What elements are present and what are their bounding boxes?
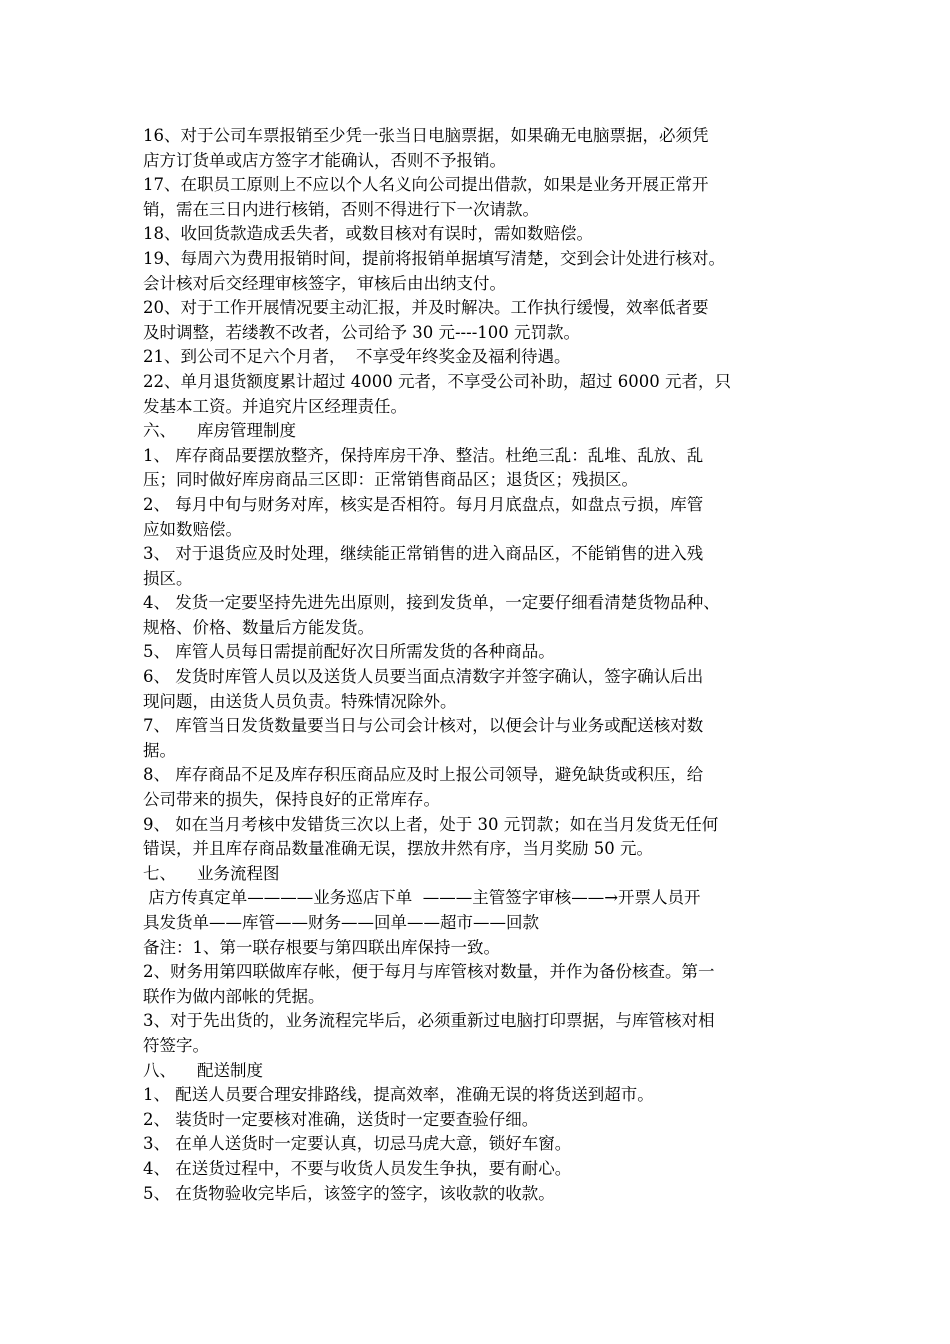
text-line: 压；同时做好库房商品三区即：正常销售商品区；退货区；残损区。 [143,470,638,490]
text-line: 6、 发货时库管人员以及送货人员要当面点清数字并签字确认，签字确认后出 [143,667,704,687]
text-line: 损区。 [143,568,193,588]
text-line: 公司带来的损失，保持良好的正常库存。 [143,790,440,810]
text-line: 会计核对后交经理审核签字，审核后由出纳支付。 [143,273,506,293]
text-line: 17、在职员工原则上不应以个人名义向公司提出借款，如果是业务开展正常开 [143,175,709,195]
text-line: 2、 每月中旬与财务对库，核实是否相符。每月月底盘点，如盘点亏损，库管 [143,494,704,514]
text-line: 发基本工资。并追究片区经理责任。 [143,396,407,416]
text-line: 4、 在送货过程中，不要与收货人员发生争执，要有耐心。 [143,1158,572,1178]
section-heading: 六、 库房管理制度 [143,421,296,441]
text-line: 4、 发货一定要坚持先进先出原则，接到发货单，一定要仔细看清楚货物品种、 [143,593,720,613]
text-line: 9、 如在当月考核中发错货三次以上者，处于 30 元罚款；如在当月发货无任何 [143,814,719,834]
text-line: 错误，并且库存商品数量准确无误，摆放井然有序，当月奖励 50 元。 [143,839,653,859]
text-line: 联作为做内部帐的凭据。 [143,986,325,1006]
text-line: 19、每周六为费用报销时间，提前将报销单据填写清楚，交到会计处进行核对。 [143,248,725,268]
text-line: 16、对于公司车票报销至少凭一张当日电脑票据，如果确无电脑票据，必须凭 [143,126,709,145]
text-line: 2、 装货时一定要核对准确，送货时一定要查验仔细。 [143,1109,539,1129]
text-line: 8、 库存商品不足及库存积压商品应及时上报公司领导，避免缺货或积压，给 [143,765,704,785]
text-line: 18、收回货款造成丢失者，或数目核对有误时，需如数赔偿。 [143,224,593,244]
text-line: 3、 在单人送货时一定要认真，切忌马虎大意，锁好车窗。 [143,1134,572,1154]
text-line: 销，需在三日内进行核销，否则不得进行下一次请款。 [143,199,539,219]
text-line: 店方订货单或店方签字才能确认，否则不予报销。 [143,150,506,170]
text-line: 20、对于工作开展情况要主动汇报，并及时解决。工作执行缓慢，效率低者要 [143,298,709,318]
text-line: 备注：1、第一联存根要与第四联出库保持一致。 [143,937,500,957]
text-line: 3、 对于退货应及时处理，继续能正常销售的进入商品区，不能销售的进入残 [143,544,704,564]
text-line: 具发货单——库管——财务——回单——超市——回款 [143,913,539,932]
text-line: 店方传真定单————业务巡店下单 ———主管签字审核——→开票人员开 [143,888,701,908]
text-line: 22、单月退货额度累计超过 4000 元者，不享受公司补助，超过 6000 元者，只 [143,371,731,391]
text-line: 及时调整，若缕教不改者，公司给予 30 元----100 元罚款。 [143,322,581,342]
text-line: 5、 在货物验收完毕后，该签字的签字，该收款的收款。 [143,1183,555,1203]
text-line: 现问题，由送货人员负责。特殊情况除外。 [143,691,457,711]
text-line: 21、到公司不足六个月者， 不享受年终奖金及福利待遇。 [143,347,571,367]
text-line: 3、对于先出货的，业务流程完毕后，必须重新过电脑打印票据，与库管核对相 [143,1011,715,1031]
text-line: 2、财务用第四联做库存帐，便于每月与库管核对数量，并作为备份核查。第一 [143,962,715,982]
text-line: 符签字。 [143,1035,209,1055]
text-line: 1、 配送人员要合理安排路线，提高效率，准确无误的将货送到超市。 [143,1085,654,1105]
text-line: 5、 库管人员每日需提前配好次日所需发货的各种商品。 [143,642,555,662]
document-body [143,124,815,1206]
text-line: 7、 库管当日发货数量要当日与公司会计核对，以便会计与业务或配送核对数 [143,716,704,736]
text-line: 1、 库存商品要摆放整齐，保持库房干净、整洁。杜绝三乱：乱堆、乱放、乱 [143,445,704,465]
text-line: 应如数赔偿。 [143,519,242,539]
text-line: 据。 [143,740,176,760]
section-heading: 七、 业务流程图 [143,863,280,883]
section-heading: 八、 配送制度 [143,1060,263,1080]
text-line: 规格、价格、数量后方能发货。 [143,617,374,637]
